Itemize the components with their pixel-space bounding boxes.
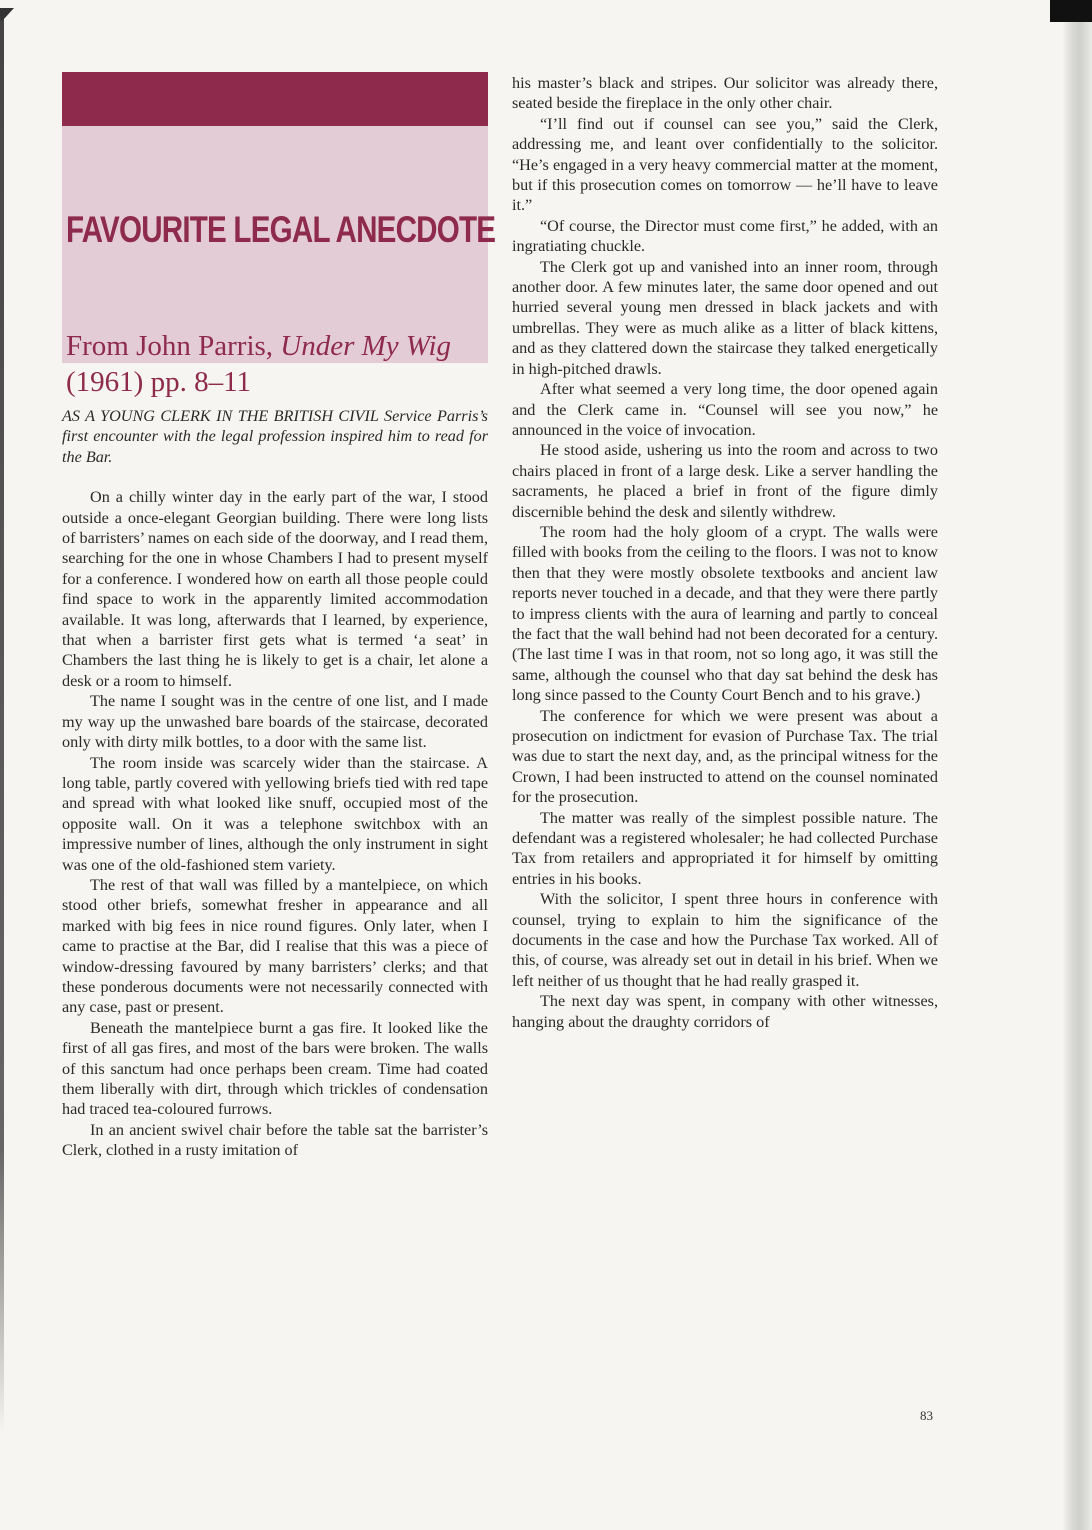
body-paragraph: He stood aside, ushering us into the room and across to two chairs placed in front of a large desk. Like a server handling the sacraments, he placed a brief in front of the figure dimly discernible behind the desk and silently withdrew. xyxy=(512,441,938,521)
body-paragraph: In an ancient swivel chair before the table sat the barrister’s Clerk, clothed in a rusty imitation of xyxy=(62,1120,488,1160)
intro-paragraph: AS A YOUNG CLERK IN THE BRITISH CIVIL Service Parris’s first encounter with the legal profession inspired him to read for the Bar. xyxy=(62,407,488,466)
body-paragraph: Beneath the mantelpiece burnt a gas fire. It looked like the first of all gas fires, and most of the bars were broken. The walls of this sanctum had once perhaps been cream. Time had coated them liberally with dirt, through which trickles of condensation had traced tea-coloured furrows. xyxy=(62,1018,488,1119)
body-paragraph: On a chilly winter day in the early part of the war, I stood outside a once-elegant Georgian building. There were long lists of barristers’ names on each side of the doorway, and I read them, searching for the one in whose Chambers I had to present myself for a conference. I wondered how on earth all those people could find space to work in the apparently limited accommodation available. It was long, afterwards that I learned, by experience, that when a barrister first gets what is termed ‘a seat’ in Chambers the last thing he is likely to get is a chair, let alone a desk or a room to himself. xyxy=(62,488,488,690)
body-paragraph: The matter was really of the simplest possible nature. The defendant was a registered wholesaler; he had collected Purchase Tax from retailers and appropriated it for himself by omitting entries in his books. xyxy=(512,808,938,888)
body-paragraph: The next day was spent, in company with other witnesses, hanging about the draughty corridors of xyxy=(512,992,938,1031)
body-paragraph: After what seemed a very long time, the door opened again and the Clerk came in. “Counsel will see you now,” he announced in the voice of invocation. xyxy=(512,380,938,439)
body-paragraph: With the solicitor, I spent three hours in conference with counsel, trying to explain to him the significance of the documents in the case and how the Purchase Tax worked. All of this, of course, was already set out in detail in his brief. When we left neither of us thought that he had really grasped it. xyxy=(512,890,938,990)
body-paragraph: The rest of that wall was filled by a mantelpiece, on which stood other briefs, somewhat fresher in appearance and all marked with big fees in nice round figures. Only later, when I came to practise at the Bar, did I realise that this was a piece of window-dressing favoured by many barristers’ clerks; and that these ponderous documents were not necessarily connected with any case, past or present. xyxy=(62,875,488,1017)
body-paragraph: “I’ll find out if counsel can see you,” said the Clerk, addressing me, and leant over confidentially to the solicitor. “He’s engaged in a very heavy commercial matter at the moment, but if this prosecution comes on tomorrow — he’ll have to leave it.” xyxy=(512,114,938,215)
body-paragraph: The conference for which we were present was about a prosecution on indictment for evasion of Purchase Tax. The trial was due to start the next day, and, as the principal witness for the Crown, I had been instructed to attend on the counsel nominated for the prosecution. xyxy=(512,706,938,807)
page-title: FAVOURITE LEGAL ANECDOTE xyxy=(66,209,496,250)
source-prefix: From John Parris, xyxy=(66,330,281,362)
title-banner xyxy=(62,72,496,398)
body-paragraph: The name I sought was in the centre of one list, and I made my way up the unwashed bare boards of the staircase, decorated only with dirty milk bottles, to a door with the same list. xyxy=(62,692,488,752)
body-paragraph: The room had the holy gloom of a crypt. The walls were filled with books from the ceiling to the floors. I was not to know then that they were mostly obsolete textbooks and ancient law reports never touched in a decade, and that they were there partly to impress clients with the aura of learning and partly to conceal the fact that the wall behind had not been decorated for a century. (The last time I was in that room, not so long ago, it was still the same, although the counsel who that day sat behind the desk has long since passed to the County Court Bench and to his grave.) xyxy=(512,522,938,705)
banner-accent-bar xyxy=(62,72,488,126)
body-paragraph: The Clerk got up and vanished into an inner room, through another door. A few minutes later, the same door opened and out hurried several young men dressed in black jackets and with umbrellas. They were as much alike as a litter of black kittens, and as they clattered down the staircase they talked energetically in high-pitched drawls. xyxy=(512,257,938,378)
body-paragraph: “Of course, the Director must come first,” he added, with an ingratiating chuckle. xyxy=(512,216,938,256)
source-citation xyxy=(66,328,466,400)
body-paragraph: The room inside was scarcely wider than the staircase. A long table, partly covered with yellowing briefs tied with red tape and spread with what looked like snuff, occupied most of the opposite wall. On it was a telephone switchbox with an impressive number of lines, although the only instrument in sight was one of the old-fashioned stem variety. xyxy=(62,753,488,874)
page-number: 83 xyxy=(920,1408,933,1423)
body-paragraph: his master’s black and stripes. Our solicitor was already there, seated beside the fireplace in the only other chair. xyxy=(512,74,938,113)
right-column xyxy=(512,73,938,1032)
page-binding-edge xyxy=(0,14,4,1434)
page-gutter-shadow xyxy=(1062,0,1092,1530)
source-suffix: (1961) pp. 8–11 xyxy=(66,366,251,398)
left-column xyxy=(62,406,488,1161)
source-book-title: Under My Wig xyxy=(280,330,452,362)
